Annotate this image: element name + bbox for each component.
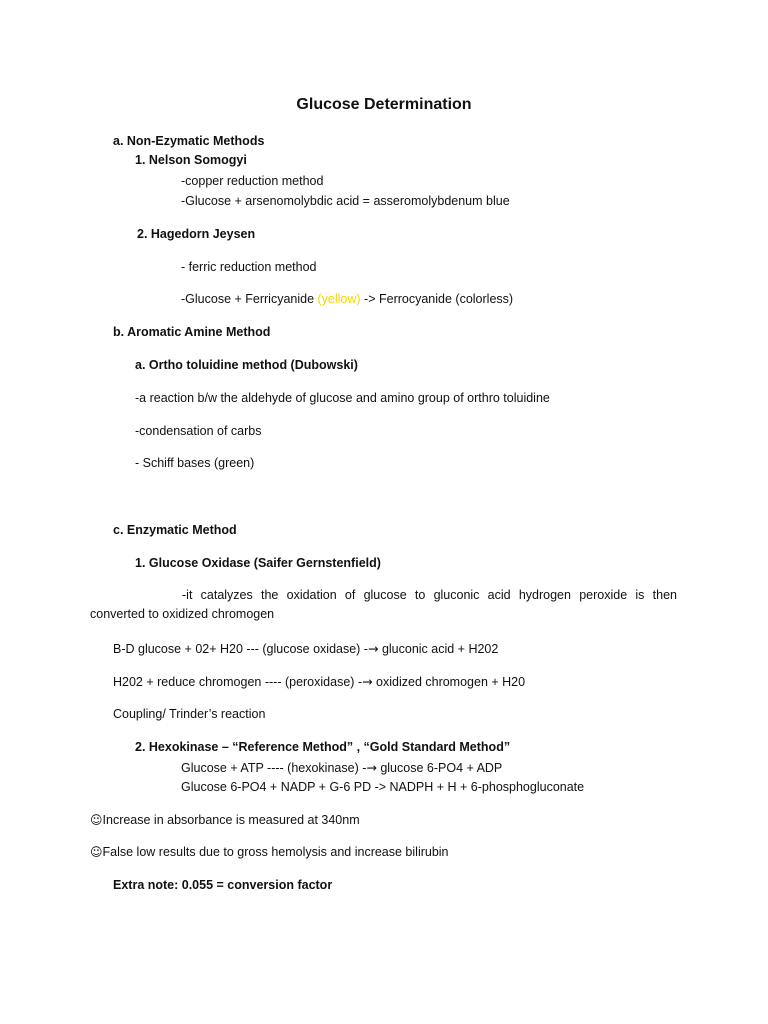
nelson-somogyi-heading: 1. Nelson Somogyi: [135, 153, 247, 167]
oxidase-paragraph: -it catalyzes the oxidation of glucose to gluconic acid hydrogen peroxide is then converted to oxidized chromogen: [90, 588, 677, 621]
oxidase-eq1-end: gluconic acid + H202: [378, 642, 499, 656]
ortho-line-3: - Schiff bases (green): [135, 456, 255, 470]
note-false-low-text: False low results due to gross hemolysis and increase bilirubin: [102, 845, 449, 859]
note-absorbance: [90, 812, 360, 828]
arrow-icon: →: [362, 674, 373, 689]
oxidase-equation-1: [113, 641, 498, 657]
hagedorn-line-1: - ferric reduction method: [181, 260, 317, 274]
note-false-low: [90, 844, 449, 860]
nelson-line-2: -Glucose + arsenomolybdic acid = asseromolybdenum blue: [181, 194, 510, 208]
ortho-line-2: -condensation of carbs: [135, 424, 262, 438]
hagedorn-line-2-end: -> Ferrocyanide (colorless): [360, 292, 514, 306]
smiley-icon: ☺: [90, 813, 103, 827]
hexokinase-eq1-start: Glucose + ATP ---- (hexokinase) -: [181, 761, 367, 775]
oxidase-equation-2: [113, 674, 525, 690]
section-a-heading: a. Non-Ezymatic Methods: [113, 134, 265, 148]
section-c-heading: c. Enzymatic Method: [113, 523, 237, 537]
ortho-line-1: -a reaction b/w the aldehyde of glucose and amino group of orthro toluidine: [135, 391, 550, 405]
highlight-yellow-text: (yellow): [317, 292, 361, 306]
oxidase-eq1-start: B-D glucose + 02+ H20 --- (glucose oxidase) -: [113, 642, 368, 656]
page-title: Glucose Determination: [296, 96, 472, 113]
note-absorbance-text: Increase in absorbance is measured at 340nm: [102, 813, 360, 827]
ortho-toluidine-heading: a. Ortho toluidine method (Dubowski): [135, 358, 358, 372]
coupling-line: Coupling/ Trinder’s reaction: [113, 707, 266, 721]
oxidase-eq2-end: oxidized chromogen + H20: [372, 675, 526, 689]
hexokinase-equation-2: Glucose 6-PO4 + NADP + G-6 PD -> NADPH + H + 6-phosphogluconate: [181, 780, 585, 794]
nelson-line-1: -copper reduction method: [181, 174, 324, 188]
hagedorn-line-2-start: -Glucose + Ferricyanide: [181, 292, 318, 306]
arrow-icon: →: [366, 760, 377, 775]
section-b-heading: b. Aromatic Amine Method: [113, 325, 271, 339]
glucose-oxidase-heading: 1. Glucose Oxidase (Saifer Gernstenfield): [135, 556, 381, 570]
hexokinase-equation-1: [181, 760, 502, 776]
hagedorn-heading: 2. Hagedorn Jeysen: [137, 227, 256, 241]
hexokinase-eq1-end: glucose 6-PO4 + ADP: [376, 761, 503, 775]
hexokinase-heading: 2. Hexokinase – “Reference Method” , “Gold Standard Method”: [135, 740, 511, 754]
extra-note: Extra note: 0.055 = conversion factor: [113, 878, 333, 892]
oxidase-eq2-start: H202 + reduce chromogen ---- (peroxidase) -: [113, 675, 363, 689]
arrow-icon: →: [367, 641, 379, 656]
smiley-icon: ☺: [90, 845, 103, 859]
hagedorn-line-2: [181, 291, 513, 307]
